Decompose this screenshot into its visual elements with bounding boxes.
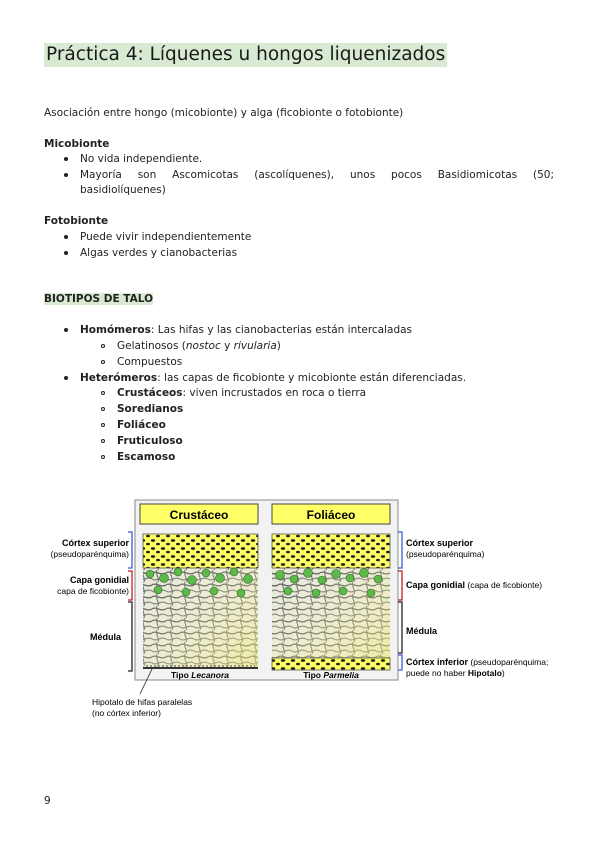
bullet-icon — [64, 235, 68, 239]
right-label-medula: Médula — [406, 626, 438, 636]
svg-text:Tipo Lecanora: Tipo Lecanora — [171, 670, 229, 680]
fol-lower-cortex — [272, 658, 390, 670]
left-label-cortex: Córtex superior — [61, 538, 129, 548]
box-foliaceo-label: Foliáceo — [306, 508, 356, 522]
list-item-continuation: basidiolíquenes) — [80, 184, 166, 196]
svg-text:Tipo Parmelia: Tipo Parmelia — [303, 670, 359, 680]
circle-bullet-icon — [101, 391, 105, 395]
list-item: Algas verdes y cianobacterias — [80, 247, 238, 259]
circle-bullet-icon — [101, 455, 105, 459]
list-item-gelatinosos: Gelatinosos (nostoc y rivularia) — [117, 340, 281, 352]
micobionte-heading: Micobionte — [44, 138, 110, 150]
intro-text: Asociación entre hongo (micobionte) y alga (ficobionte o fotobionte) — [44, 107, 404, 119]
section-heading-biotipos: BIOTIPOS DE TALO — [44, 293, 154, 305]
circle-bullet-icon — [101, 407, 105, 411]
lichen-thallus-diagram — [40, 498, 570, 723]
list-item-compuestos: Compuestos — [117, 356, 183, 368]
right-label-gonidial: Capa gonidial (capa de ficobionte) — [406, 580, 543, 590]
bullet-icon — [64, 251, 68, 255]
circle-bullet-icon — [101, 423, 105, 427]
list-item: Puede vivir independientemente — [80, 231, 252, 243]
right-bracket-inferior — [398, 655, 402, 670]
right-label-inferior: Córtex inferior (pseudoparénquima; — [406, 657, 549, 667]
hipotalo-label-sub: (no córtex inferior) — [92, 708, 161, 718]
list-item-fruticuloso: Fruticuloso — [117, 435, 183, 447]
fotobionte-heading: Fotobionte — [44, 215, 109, 227]
left-bracket-medula — [128, 602, 132, 671]
right-label-cortex: Córtex superior — [406, 538, 474, 548]
list-item-crustaceos: Crustáceos: viven incrustados en roca o tierra — [117, 387, 367, 399]
right-bracket-gonidial — [398, 571, 402, 600]
right-label-cortex-sub: (pseudoparénquima) — [406, 549, 485, 559]
bullet-icon — [64, 328, 68, 332]
bullet-icon — [64, 173, 68, 177]
list-item-foliaceo: Foliáceo — [117, 419, 166, 431]
left-label-gonidial: Capa gonidial — [69, 575, 129, 585]
list-item-soredianos: Soredianos — [117, 403, 184, 415]
page-title: Práctica 4: Líquenes u hongos liquenizados — [46, 44, 446, 65]
bullet-icon — [64, 157, 68, 161]
list-item-homomeros: Homómeros: Las hifas y las cianobacterias están intercaladas — [80, 324, 413, 336]
left-label-medula: Médula — [89, 632, 121, 642]
left-label-cortex-sub: (pseudoparénquima) — [50, 549, 129, 559]
left-label-gonidial-sub: capa de ficobionte) — [57, 586, 129, 596]
right-bracket-cortex — [398, 532, 402, 568]
right-label-inferior-sub: puede no haber Hipotalo) — [406, 668, 505, 678]
bullet-icon — [64, 376, 68, 380]
list-item: Mayoría son Ascomicotas (ascolíquenes), unos pocos Basidiomicotas (50; — [80, 169, 554, 181]
crust-cortex — [143, 534, 258, 568]
circle-bullet-icon — [101, 344, 105, 348]
right-bracket-medula — [398, 602, 402, 653]
circle-bullet-icon — [101, 360, 105, 364]
list-item: No vida independiente. — [80, 153, 203, 165]
fol-cortex — [272, 534, 390, 568]
circle-bullet-icon — [101, 439, 105, 443]
box-crustaceo-label: Crustáceo — [169, 508, 229, 522]
hipotalo-label: Hipotalo de hifas paralelas — [92, 697, 193, 707]
page-number: 9 — [44, 795, 51, 807]
list-item-escamoso: Escamoso — [117, 451, 176, 463]
list-item-heteromeros: Heterómeros: las capas de ficobionte y micobionte están diferenciadas. — [80, 372, 467, 384]
